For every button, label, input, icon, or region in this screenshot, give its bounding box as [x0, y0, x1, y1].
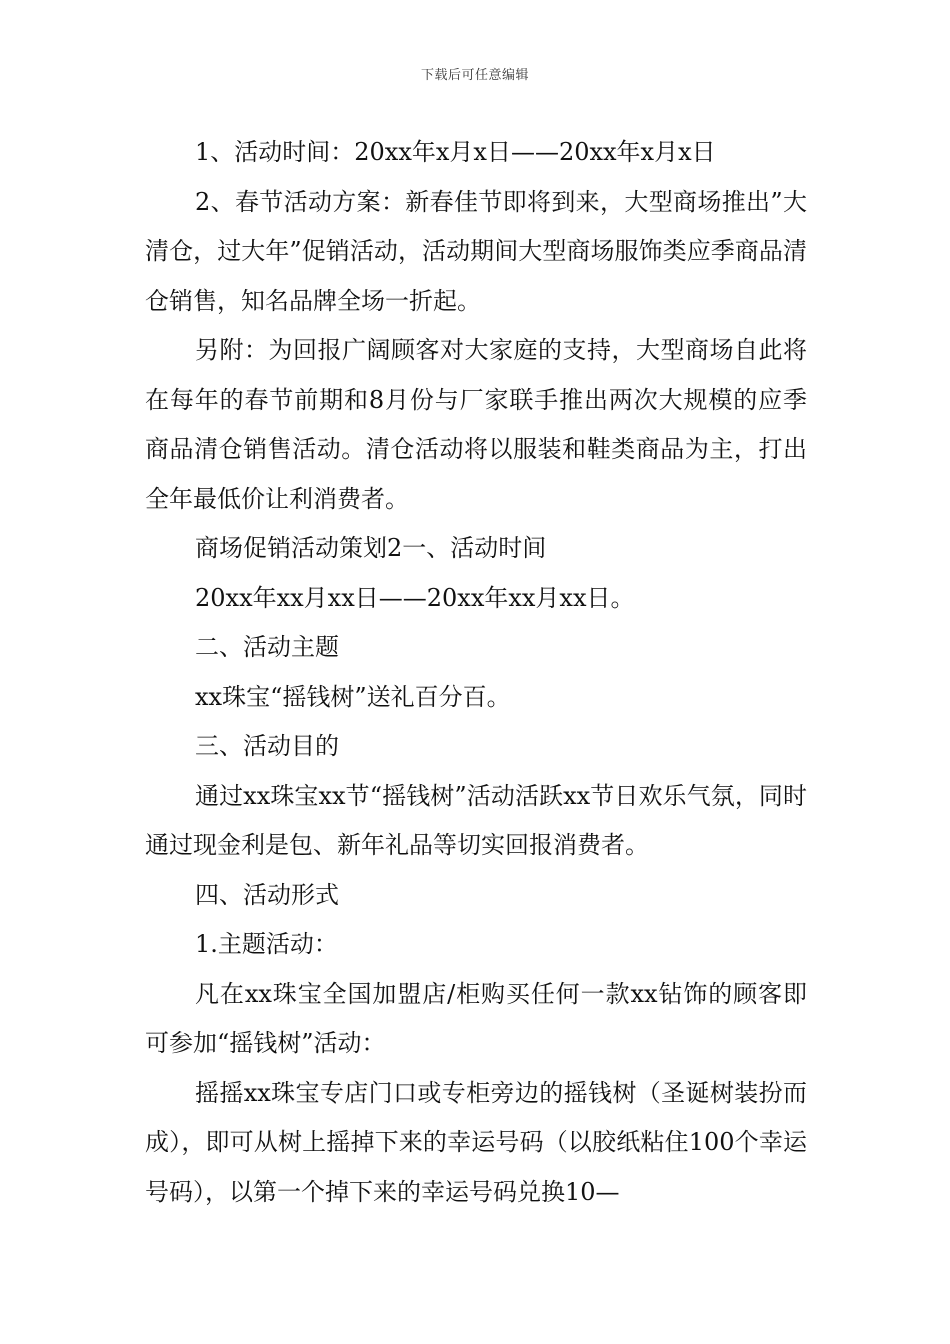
document-body [145, 128, 807, 1217]
paragraph-money-tree-rules: 摇摇xx珠宝专店门口或专柜旁边的摇钱树（圣诞树装扮而成），即可从树上摇掉下来的幸运号码（以胶纸粘住100个幸运号码），以第一个掉下来的幸运号码兑换10— [145, 1078, 807, 1206]
heading-activity-purpose: 三、活动目的 [195, 732, 339, 760]
paragraph-purpose: 通过xx珠宝xx节“摇钱树”活动活跃xx节日欢乐气氛，同时通过现金利是包、新年礼品等切实回报消费者。 [145, 781, 807, 859]
paragraph-theme: xx珠宝“摇钱树”送礼百分百。 [195, 682, 511, 711]
header-note: 下载后可任意编辑 [420, 68, 529, 83]
paragraph-additional-note: 另附：为回报广阔顾客对大家庭的支持，大型商场自此将在每年的春节前期和8月份与厂家联手推出两次大规模的应季商品清仓销售活动。清仓活动将以服装和鞋类商品为主，打出全年最低价让利消费者。 [145, 336, 807, 513]
paragraph-date-range: 20xx年xx月xx日——20xx年xx月xx日。 [195, 583, 635, 612]
heading-activity-form: 四、活动形式 [195, 880, 339, 909]
paragraph-eligibility: 凡在xx珠宝全国加盟店/柜购买任何一款xx钻饰的顾客即可参加“摇钱树”活动： [145, 979, 807, 1057]
paragraph-activity-time: 1、活动时间：20xx年x月x日——20xx年x月x日 [195, 138, 716, 166]
paragraph-spring-festival-plan: 2、春节活动方案：新春佳节即将到来，大型商场推出”大清仓，过大年”促销活动，活动期间大型商场服饰类应季商品清仓销售，知名品牌全场一折起。 [145, 187, 807, 315]
paragraph-plan-2-heading: 商场促销活动策划2一、活动时间 [195, 534, 547, 562]
heading-activity-theme: 二、活动主题 [195, 633, 339, 661]
heading-main-activity: 1.主题活动： [195, 930, 338, 958]
